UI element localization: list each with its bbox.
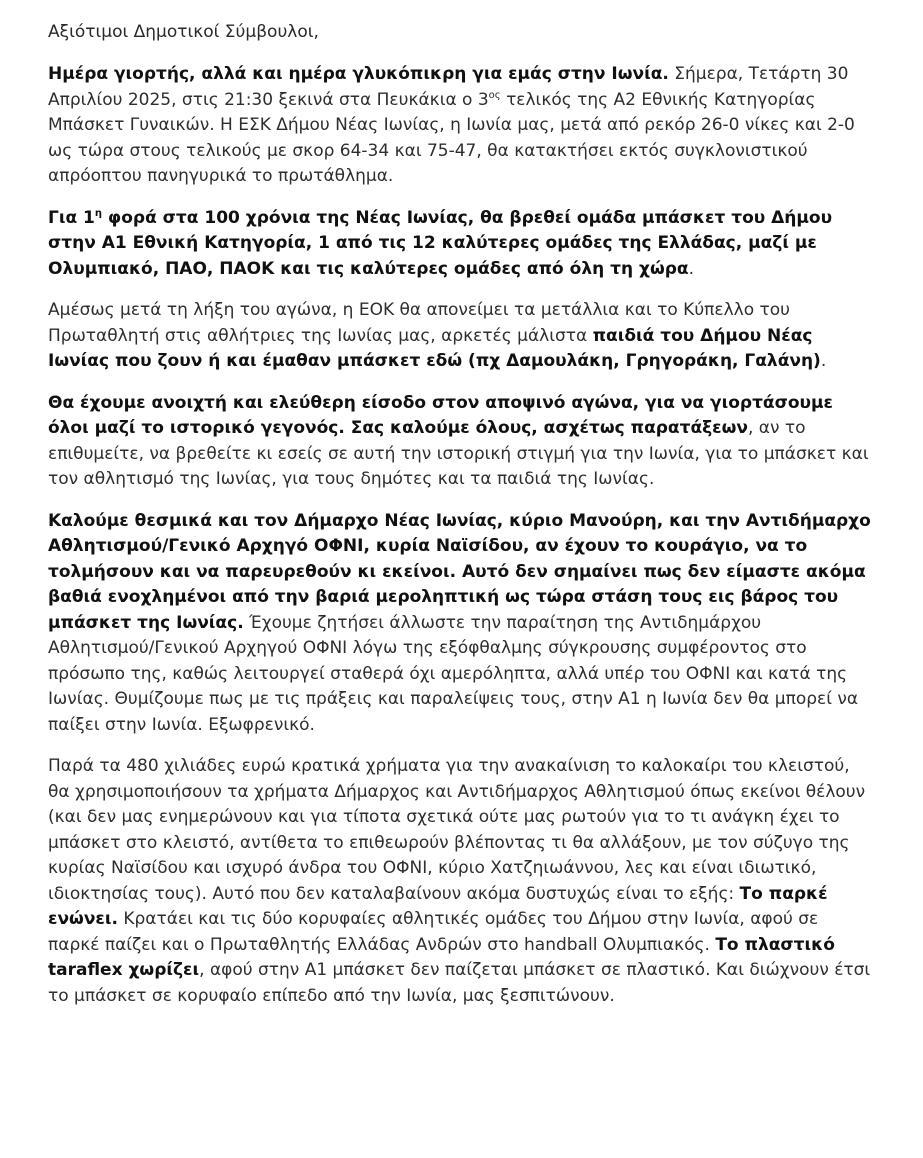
paragraph-3-bold: παιδιά του Δήμου Νέας Ιωνίας που ζουν ή και έμαθαν μπάσκετ εδώ (πχ Δαμουλάκη, Γρηγοράκη, Γαλάνη) [48, 325, 821, 371]
paragraph-1-text-b: τελικός της Α2 Εθνικής Κατηγορίας Μπάσκετ Γυναικών. Η ΕΣΚ Δήμου Νέας Ιωνίας, η Ιωνία μας, μετά από ρεκόρ 26-0 νίκες και 2-0 ως τώρα στους τελικούς με σκορ 64-34 και 75-47, θα κατακτήσει εκτός συγκλονιστικού απρόοπτου πανηγυρικά το πρωτάθλημα. [48, 89, 855, 186]
paragraph-1 [48, 62, 871, 190]
paragraph-6 [48, 754, 871, 1009]
paragraph-6-bold-a: Το παρκέ ενώνει. [48, 883, 828, 929]
paragraph-3 [48, 298, 871, 375]
paragraph-4 [48, 391, 871, 493]
paragraph-3-period: . [820, 351, 827, 371]
paragraph-2 [48, 206, 871, 283]
ordinal-superscript: η [94, 207, 103, 219]
paragraph-4-bold: Θα έχουμε ανοιχτή και ελεύθερη είσοδο στον αποψινό αγώνα, για να γιορτάσουμε όλοι μαζί το ιστορικό γεγονός. Σας καλούμε όλους, ασχέτως παρατάξεων [48, 392, 833, 438]
paragraph-4-text: , αν το επιθυμείτε, να βρεθείτε κι εσείς σε αυτή την ιστορική στιγμή για την Ιωνία, για το μπάσκετ και τον αθλητισμό της Ιωνίας, για τους δημότες και τα παιδιά της Ιωνίας. [48, 418, 869, 489]
paragraph-6-text-b: Κρατάει και τις δύο κορυφαίες αθλητικές ομάδες του Δήμου στην Ιωνία, αφού σε παρκέ παίζει και ο Πρωταθλητής Ελλάδας Ανδρών στο handball Ολυμπιακός. [48, 909, 819, 955]
paragraph-6-text-a: Παρά τα 480 χιλιάδες ευρώ κρατικά χρήματα για την ανακαίνιση το καλοκαίρι του κλειστού, θα χρησιμοποιήσουν τα χρήματα Δήμαρχος και Αντιδήμαρχος Αθλητισμού όπως εκείνοι θέλουν (και δεν μας ενημερώνουν και για τίποτα σχετικά ούτε μας ρωτούν για το τι ανάγκη έχει το μπάσκετ στο κλειστό, αντίθετα το επιθεωρούν βλέποντας τι θα αλλάξουν, με τον σύζυγο της κυρίας Ναϊσίδου και ισχυρό άνδρα του ΟΦΝΙ, κύριο Χατζηιωάννου, λες και είναι ιδιωτικό, ιδιοκτησίας τους). Αυτό που δεν καταλαβαίνουν ακόμα δυστυχώς είναι το εξής: [48, 756, 866, 904]
paragraph-6-bold-b: Το πλαστικό taraflex χωρίζει [48, 934, 835, 980]
ordinal-superscript: ος [488, 89, 501, 101]
paragraph-2-bold-b: φορά στα 100 χρόνια της Νέας Ιωνίας, θα βρεθεί ομάδα μπάσκετ του Δήμου στην Α1 Εθνική Κατηγορία, 1 από τις 12 καλύτερες ομάδες της Ελλάδας, μαζί με Ολυμπιακό, ΠΑΟ, ΠΑΟΚ και τις καλύτερες ομάδες από όλη τη χώρα [48, 207, 833, 279]
paragraph-6-text-c: , αφού στην Α1 μπάσκετ δεν παίζεται μπάσκετ σε πλαστικό. Και διώχνουν έτσι το μπάσκετ σε κορυφαίο επίπεδο από την Ιωνία, μας ξεσπιτώνουν. [48, 960, 871, 1006]
paragraph-2-period: . [688, 258, 694, 279]
paragraph-5-bold: Καλούμε θεσμικά και τον Δήμαρχο Νέας Ιωνίας, κύριο Μανούρη, και την Αντιδήμαρχο Αθλητισμού/Γενικό Αρχηγό ΟΦΝΙ, κυρία Ναϊσίδου, αν έχουν το κουράγιο, να το τολμήσουν και να παρευρεθούν κι εκείνοι. Αυτό δεν σημαίνει πως δεν είμαστε ακόμα βαθιά ενοχλημένοι από την βαριά μεροληπτική ως τώρα στάση τους εις βάρος του μπάσκετ της Ιωνίας. [48, 510, 871, 633]
paragraph-1-text-a: Σήμερα, Τετάρτη 30 Απριλίου 2025, στις 21:30 ξεκινά στα Πευκάκια ο 3 [48, 64, 849, 110]
paragraph-2-bold-a: Για 1 [48, 207, 95, 228]
paragraph-3-text-a: Αμέσως μετά τη λήξη του αγώνα, η ΕΟΚ θα απονείμει τα μετάλλια και το Κύπελλο του Πρωταθλητή στις αθλήτριες της Ιωνίας μας, αρκετές μάλιστα [48, 300, 790, 346]
paragraph-5 [48, 509, 871, 739]
salutation: Αξιότιμοι Δημοτικοί Σύμβουλοι, [48, 22, 319, 42]
paragraph-5-text: Έχουμε ζητήσει άλλωστε την παραίτηση της Αντιδημάρχου Αθλητισμού/Γενικού Αρχηγού ΟΦΝΙ λόγω της εξόφθαλμης σύγκρουσης συμφέροντος στο πρόσωπο της, καθώς λειτουργεί σταθερά όχι αμερόληπτα, αλλά υπέρ του ΟΦΝΙ και κατά της Ιωνίας. Θυμίζουμε πως με τις πράξεις και παραλείψεις τους, στην Α1 η Ιωνία δεν θα μπορεί να παίξει στην Ιωνία. Εξωφρενικό. [48, 612, 859, 735]
paragraph-1-bold-lead: Ημέρα γιορτής, αλλά και ημέρα γλυκόπικρη για εμάς στην Ιωνία. [48, 64, 669, 84]
